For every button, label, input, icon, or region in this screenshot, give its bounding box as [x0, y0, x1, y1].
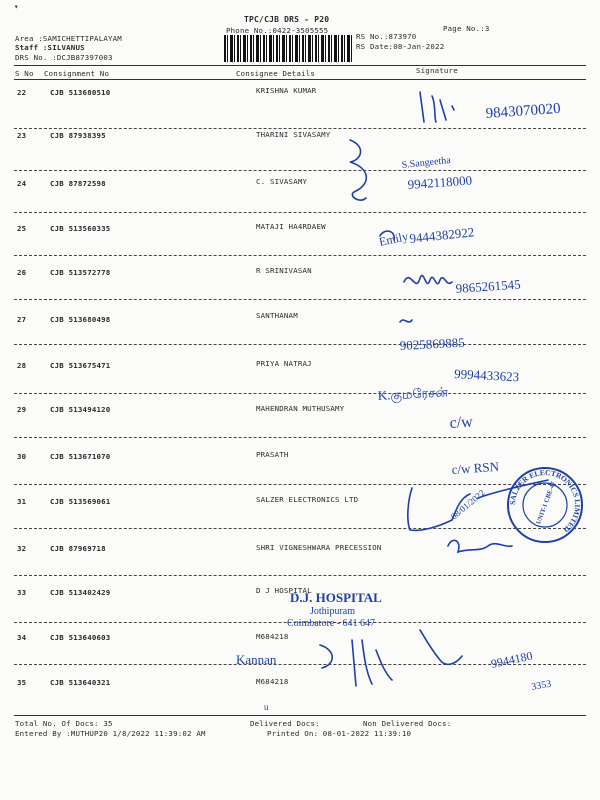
handwriting-27-phone: 9025869885: [399, 334, 466, 353]
consignment-number: CJB 513680498: [50, 315, 111, 324]
consignee-name: SALZER ELECTRONICS LTD: [256, 495, 359, 504]
report-title: TPC/CJB DRS - P20: [244, 15, 330, 24]
consignment-number: CJB 513671070: [50, 452, 111, 461]
total-docs: Total No. Of Docs: 35: [15, 719, 113, 728]
consignment-number: CJB 513640603: [50, 633, 111, 642]
entered-by: Entered By :MUTHUP20 1/8/2022 11:39:02 AM: [15, 729, 206, 738]
consignment-number: CJB 513560335: [50, 224, 111, 233]
handwriting-34-phone: 9944180: [489, 648, 534, 671]
consignee-name: PRIYA NATRAJ: [256, 359, 312, 368]
staff-label: Staff :SILVANUS: [15, 43, 85, 52]
stamp-salzer-center: UNIT-1 CBE-47: [535, 480, 558, 526]
handwriting-24-name: S.Sangeetha: [401, 154, 452, 171]
handwriting-28-phone: 9994433623: [453, 366, 520, 385]
sno: 33: [17, 588, 27, 597]
area-label: Area :SAMICHETTIPALAYAM: [15, 34, 122, 43]
signature-22: [420, 92, 454, 122]
consignee-name: PRASATH: [256, 450, 289, 459]
sno: 30: [17, 452, 27, 461]
handwriting-31-date: 08/01/2022: [448, 487, 487, 522]
consignee-name: MAHENDRAN MUTHUSAMY: [256, 404, 345, 413]
consignment-number: CJB 513569061: [50, 497, 111, 506]
col-consignee: Consignee Details: [236, 69, 316, 78]
handwriting-34-name: Kannan: [236, 652, 277, 667]
sno: 23: [17, 131, 27, 140]
stamp-hospital-name: D.J. HOSPITAL: [290, 590, 382, 605]
consignee-sub: M684218: [256, 677, 289, 686]
signature-26: [404, 275, 452, 283]
handwriting-25-name: Emily: [377, 229, 410, 249]
printed-on: Printed On: 08-01-2022 11:39:10: [267, 729, 412, 738]
sno: 25: [17, 224, 27, 233]
consignment-number: CJB 513572778: [50, 268, 111, 277]
consignment-number: CJB 513680510: [50, 88, 111, 97]
handwriting-26-phone: 9865261545: [455, 276, 522, 296]
consignment-number: CJB 87872598: [50, 179, 106, 188]
consignee-name: D J HOSPITAL: [256, 586, 312, 595]
col-consignment: Consignment No: [44, 69, 110, 78]
rs-number: RS No.:873970: [356, 32, 417, 41]
consignee-name: C. SIVASAMY: [256, 177, 308, 186]
consignee-sub: M684218: [256, 632, 289, 641]
sno: 31: [17, 497, 27, 506]
non-delivered-docs: Non Delivered Docs:: [363, 719, 452, 728]
stamp-salzer-ring: SALZER ELECTRONICS LIMITED: [507, 467, 583, 535]
handwriting-34-phone2: 3353: [530, 678, 553, 693]
signature-32: [448, 540, 512, 552]
signature-34: [320, 630, 462, 686]
sno: 26: [17, 268, 27, 277]
consignment-number: CJB 87969718: [50, 544, 106, 553]
handwriting-24-phone: 9942118000: [407, 172, 473, 192]
handwriting-22: 9843070020: [485, 100, 562, 122]
handwriting-28-name: K.குமரேசன்: [377, 384, 449, 403]
consignee-name: MATAJI HA4RDAEW: [256, 222, 326, 231]
consignment-number: CJB 513640321: [50, 678, 111, 687]
signature-23: [350, 140, 366, 200]
sno: 27: [17, 315, 27, 324]
consignment-number: CJB 87938395: [50, 131, 106, 140]
consignee-name: R SRINIVASAN: [256, 266, 312, 275]
phone-number: Phone No.:0422-3505555: [226, 26, 329, 35]
signature-27: [400, 320, 412, 322]
sno: 22: [17, 88, 27, 97]
drs-number: DRS No. :DCJB87397003: [15, 53, 113, 62]
handwriting-35-mark: u: [264, 702, 269, 712]
consignment-number: CJB 513402429: [50, 588, 111, 597]
handwriting-25-phone: 9444382922: [408, 224, 475, 246]
consignment-number: CJB 513675471: [50, 361, 111, 370]
sno: 24: [17, 179, 27, 188]
rs-date: RS Date:08-Jan-2022: [356, 42, 445, 51]
sno: 35: [17, 678, 27, 687]
col-sno: S No: [15, 69, 34, 78]
sno: 34: [17, 633, 27, 642]
consignee-name: KRISHNA KUMAR: [256, 86, 317, 95]
corner-mark: ▾: [14, 2, 19, 11]
handwriting-29: c/w: [449, 413, 474, 432]
delivered-docs: Delivered Docs:: [250, 719, 320, 728]
stamp-hospital-city: Coimbatore - 641 647: [287, 618, 376, 629]
consignee-name: THARINI SIVASAMY: [256, 130, 331, 139]
stamp-salzer: [508, 468, 582, 542]
col-signature: Signature: [416, 66, 458, 75]
sno: 29: [17, 405, 27, 414]
sno: 32: [17, 544, 27, 553]
handwriting-30: c/w RSN: [451, 458, 500, 477]
consignment-number: CJB 513494120: [50, 405, 111, 414]
sno: 28: [17, 361, 27, 370]
stamp-hospital-place: Jothipuram: [310, 606, 355, 617]
consignee-name: SHRI VIGNESHWARA PRECESSION: [256, 543, 382, 552]
page-number: Page No.:3: [443, 24, 490, 33]
consignee-name: SANTHANAM: [256, 311, 298, 320]
